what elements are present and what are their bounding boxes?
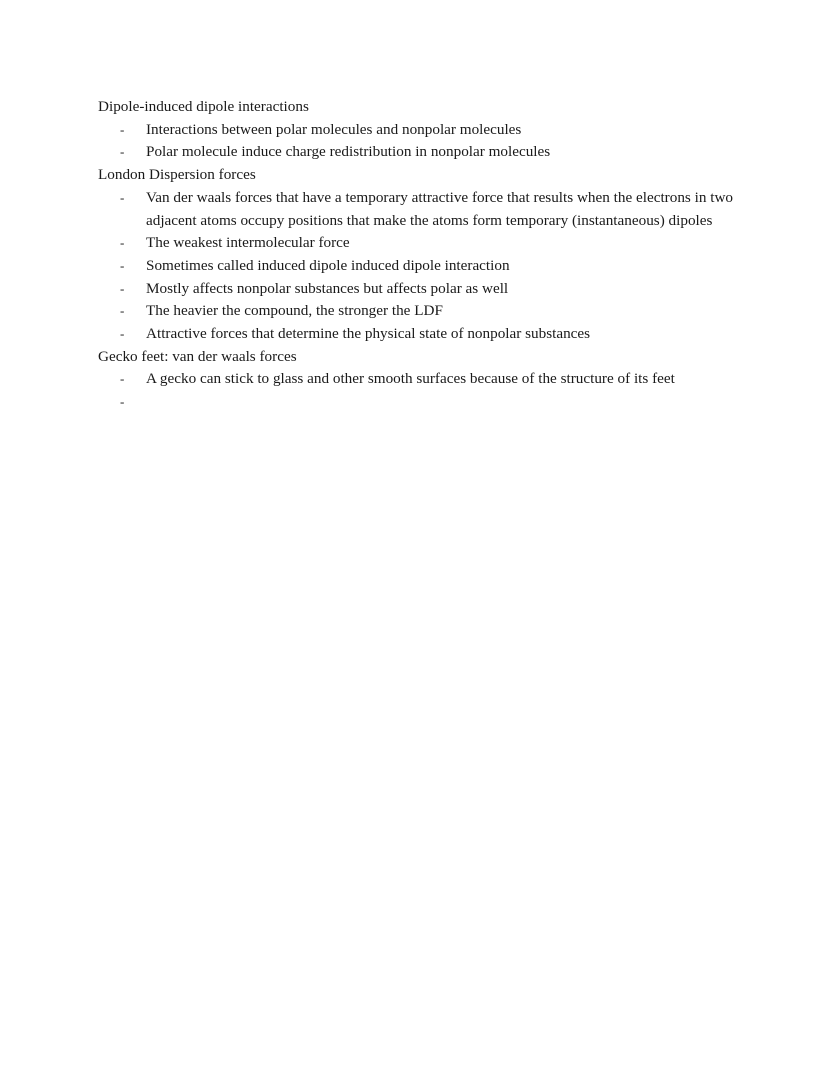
list-item-text: The weakest intermolecular force [146,234,350,252]
list-item-text: Mostly affects nonpolar substances but affects polar as well [146,279,509,297]
list-item-text: Interactions between polar molecules and nonpolar molecules [146,120,522,138]
list-item [98,278,738,301]
section-gecko-feet [98,346,738,410]
list-item [98,119,738,142]
section-heading: Dipole-induced dipole interactions [98,98,309,115]
bullet-list [98,187,738,346]
bullet-marker: - [120,394,125,410]
document-body [98,96,738,410]
list-item [98,232,738,255]
bullet-marker: - [120,303,125,319]
bullet-marker: - [120,235,125,251]
list-item-text: Attractive forces that determine the physical state of nonpolar substances [146,325,591,343]
bullet-marker: - [120,371,125,387]
section-london-dispersion [98,164,738,346]
bullet-marker: - [120,280,125,296]
list-item [98,323,738,346]
section-heading: Gecko feet: van der waals forces [98,347,297,365]
list-item-text: The heavier the compound, the stronger the LDF [146,302,443,320]
section-dipole-induced-dipole [98,96,738,164]
bullet-marker: - [120,326,125,342]
bullet-list [98,119,738,164]
bullet-marker: - [120,144,125,160]
list-item [98,300,738,323]
list-item-text: Polar molecule induce charge redistribution in nonpolar molecules [146,143,551,161]
bullet-marker: - [120,257,125,273]
section-heading: London Dispersion forces [98,166,256,184]
bullet-marker: - [120,121,125,137]
list-item [98,368,738,391]
list-item-text: A gecko can stick to glass and other smooth surfaces because of the structure of its feet [146,370,675,388]
list-item-text: Sometimes called induced dipole induced dipole interaction [146,256,510,274]
list-item [98,255,738,278]
list-item-text: Van der waals forces that have a temporary attractive force that results when the electrons in two adjacent atoms occupy positions that make the atoms form temporary (instantaneous) dipoles [146,188,734,229]
bullet-list [98,368,738,410]
list-item [98,187,738,232]
list-item [98,141,738,164]
bullet-marker: - [120,189,125,205]
